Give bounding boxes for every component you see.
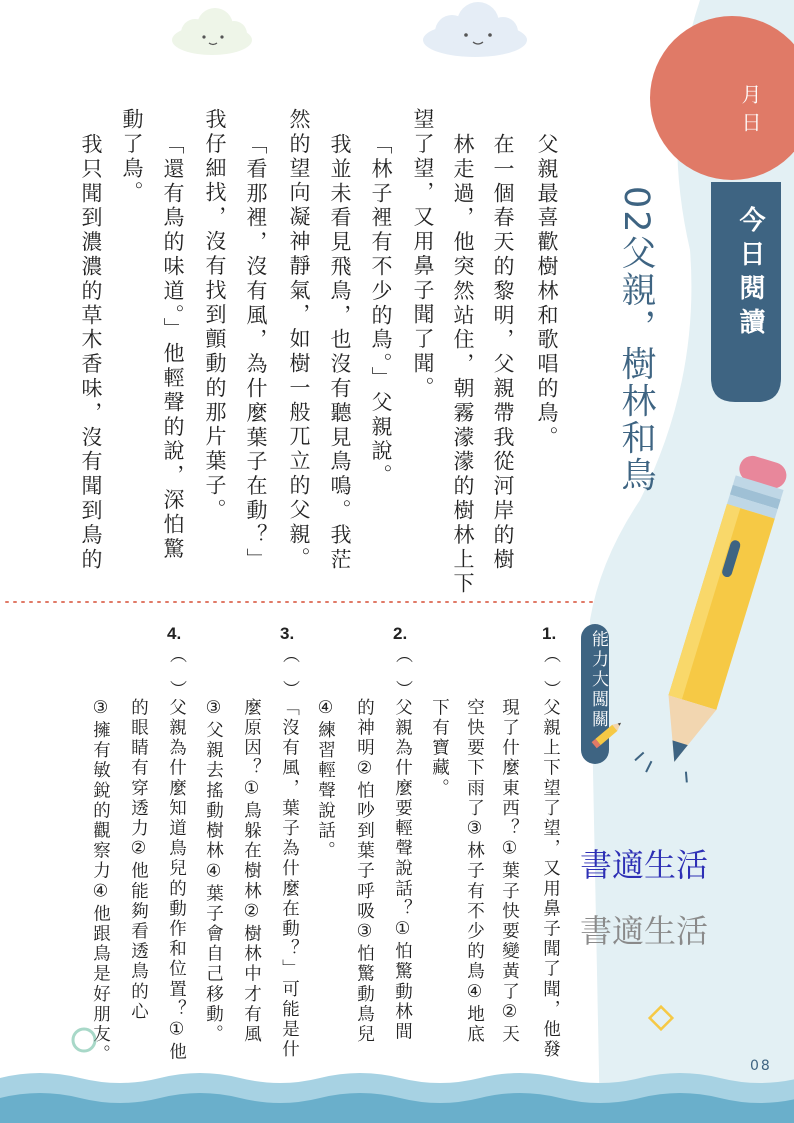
story-column: 動了鳥。	[120, 108, 144, 206]
cloud-icon	[423, 2, 527, 57]
question-line: ③父親去搖動樹林④葉子會自己移動。	[203, 698, 224, 1045]
question-line: ④練習輕聲說話。	[315, 698, 336, 862]
question-number: 2.	[393, 624, 408, 643]
story-column: 父親最喜歡樹林和歌唱的鳥。	[535, 133, 559, 451]
brand-logo-secondary: 書適生活	[580, 912, 709, 950]
date-circle	[650, 16, 794, 180]
story-column: 在一個春天的黎明，父親帶我從河岸的樹	[491, 133, 515, 573]
section-title: 今日閱讀	[735, 206, 765, 342]
quiz-heading: 能力大闖關	[588, 630, 608, 730]
article-title: 02父親，樹林和鳥	[616, 186, 656, 494]
story-column: 林走過，他突然站住，朝霧濛濛的樹林上下	[451, 133, 475, 597]
cloud-icon	[172, 8, 252, 55]
story-column: 「還有鳥的味道。」他輕聲的說，深怕驚	[161, 133, 185, 562]
question-line: 父親為什麼知道鳥兒的動作和位置？①他	[166, 698, 187, 1063]
story-column: 我只聞到濃濃的草木香味，沒有聞到鳥的	[79, 133, 103, 573]
story-column: 「看那裡，沒有風，為什麼葉子在動？」	[244, 133, 268, 573]
page-number: 08	[750, 1058, 772, 1074]
story-column: 我仔細找，沒有找到顫動的那片葉子。	[203, 108, 227, 523]
question-line: 空快要下雨了③林子有不少的鳥④地底	[464, 698, 485, 1045]
question-line: 下有寶藏。	[429, 698, 450, 799]
brand-logo: 書適生活	[580, 846, 709, 884]
story-column: 「林子裡有不少的鳥。」父親說。	[369, 133, 393, 489]
question-number: 4.	[167, 624, 182, 643]
question-line: 父親為什麼要輕聲說話？①怕驚動林間	[392, 698, 413, 1043]
story-column: 我並未看見飛鳥，也沒有聽見鳥鳴。我茫	[328, 133, 352, 573]
answer-blank[interactable]: （ ）	[279, 646, 299, 697]
question-number: 3.	[280, 624, 295, 643]
date-day: 日	[738, 112, 762, 140]
question-line: 「沒有風，葉子為什麼在動？」可能是什	[279, 698, 300, 1060]
question-line: 現了什麼東西？①葉子快要變黃了②天	[499, 698, 520, 1045]
answer-blank[interactable]: （ ）	[540, 646, 560, 697]
question-line: 的眼睛有穿透力②他能夠看透鳥的心	[128, 698, 149, 1023]
question-line: 麼原因？①鳥躲在樹林②樹林中才有風	[241, 698, 262, 1045]
question-line: ③擁有敏銳的觀察力④他跟鳥是好朋友。	[90, 698, 111, 1065]
question-line: 的神明②怕吵到葉子呼吸③怕驚動鳥兒	[354, 698, 375, 1045]
date-month: 月	[738, 84, 762, 112]
answer-blank[interactable]: （ ）	[392, 646, 412, 697]
question-line: 父親上下望了望，又用鼻子聞了聞，他發	[540, 698, 561, 1060]
date-label	[736, 84, 765, 140]
question-number: 1.	[542, 624, 557, 643]
story-column: 望了望，又用鼻子聞了聞。	[411, 108, 435, 401]
story-column: 然的望向凝神靜氣，如樹一般兀立的父親。	[287, 108, 311, 572]
answer-blank[interactable]: （ ）	[166, 646, 186, 697]
